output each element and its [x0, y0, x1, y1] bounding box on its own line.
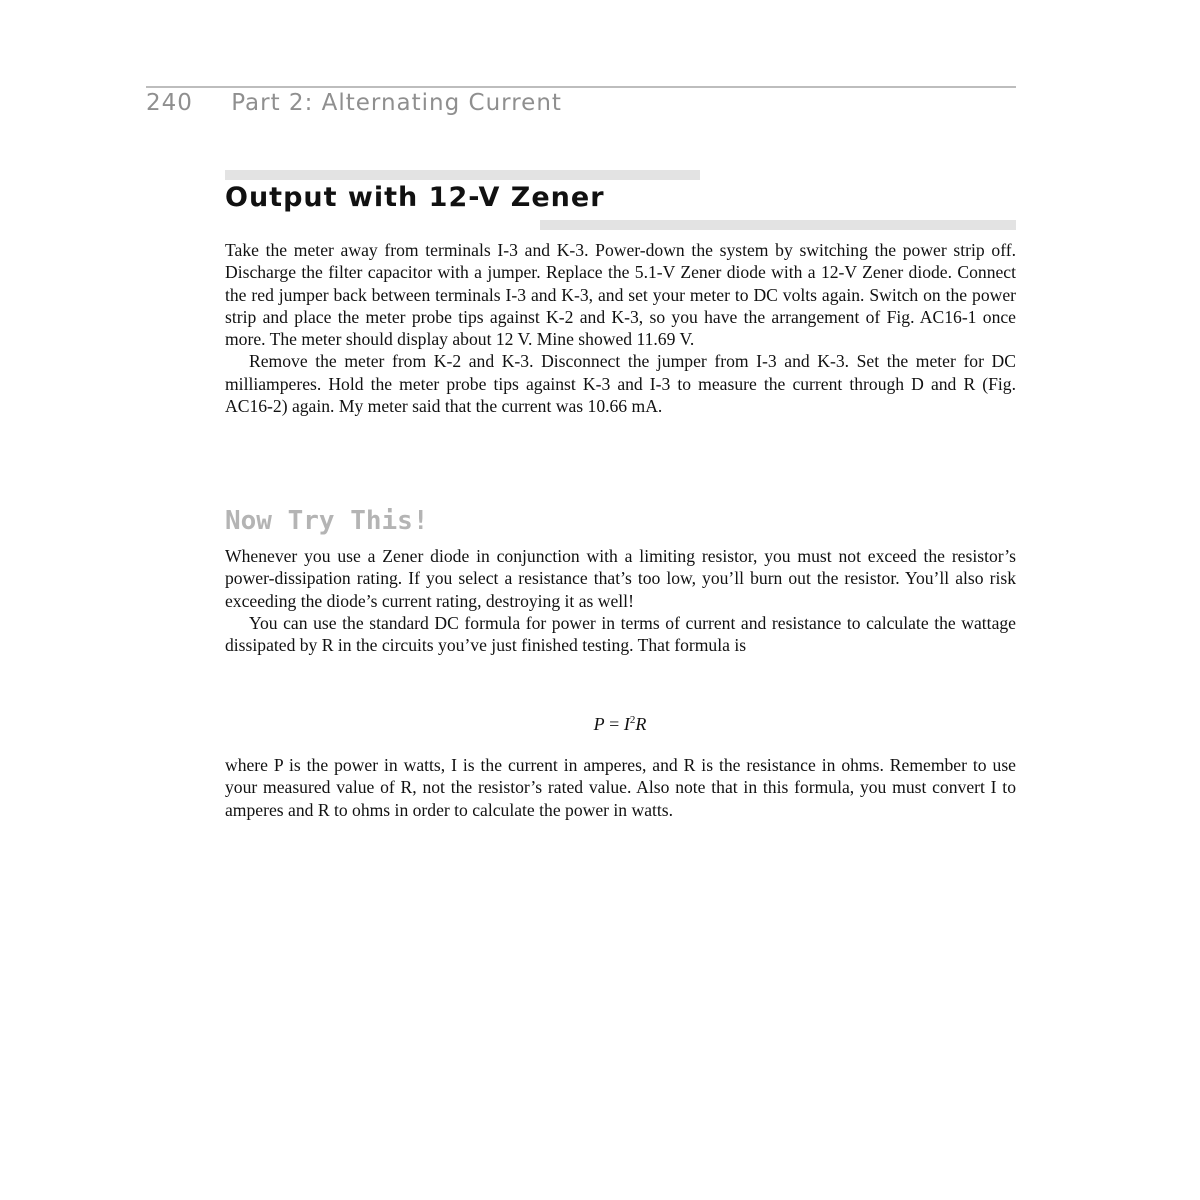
formula-equals: = — [604, 714, 624, 734]
part-title: Part 2: Alternating Current — [231, 90, 562, 116]
header-rule — [146, 86, 1016, 88]
paragraph: where P is the power in watts, I is the current in amperes, and R is the resistance in ohms. Remember to use your measured value of R, not the resistor’s rated value. Also note that in this formula, you must convert I to amperes and R to ohms in order to calculate the power in watts. — [225, 755, 1016, 820]
title-decoration-bar-bottom — [540, 220, 1016, 230]
formula-rhs: R — [635, 714, 647, 734]
running-header — [146, 90, 562, 116]
formula-explanation — [225, 754, 1016, 821]
formula-exponent: 2 — [629, 714, 636, 726]
power-formula — [0, 714, 1200, 735]
formula-base: I — [623, 714, 630, 734]
title-decoration-bar-top — [225, 170, 700, 180]
paragraph: Remove the meter from K-2 and K-3. Disconnect the jumper from I-3 and K-3. Set the meter for DC milliamperes. Hold the meter probe tips against K-3 and I-3 to measure the current through D and R (Fig. AC16-2) again. My meter said that the current was 10.66 mA. — [225, 351, 1016, 417]
section-title: Output with 12-V Zener — [225, 182, 605, 213]
formula-lhs: P — [593, 714, 605, 734]
section-body — [225, 239, 1016, 417]
paragraph: Take the meter away from terminals I-3 and K-3. Power-down the system by switching the power strip off. Discharge the filter capacitor with a jumper. Replace the 5.1-V Zener diode with a 12-V Zener diode. Connect the red jumper back between terminals I-3 and K-3, and set your meter to DC volts again. Switch on the power strip and place the meter probe tips against K-2 and K-3, so you have the arrangement of Fig. AC16-1 once more. The meter should display about 12 V. Mine showed 11.69 V. — [225, 240, 1016, 350]
try-this-body — [225, 545, 1016, 656]
page-number: 240 — [146, 90, 193, 116]
try-this-heading: Now Try This! — [225, 506, 429, 536]
paragraph: Whenever you use a Zener diode in conjunction with a limiting resistor, you must not exceed the resistor’s power-dissipation rating. If you select a resistance that’s too low, you’ll burn out the resistor. You’ll also risk exceeding the diode’s current rating, destroying it as well! — [225, 546, 1016, 611]
paragraph: You can use the standard DC formula for power in terms of current and resistance to calculate the wattage dissipated by R in the circuits you’ve just finished testing. That formula is — [225, 612, 1016, 656]
